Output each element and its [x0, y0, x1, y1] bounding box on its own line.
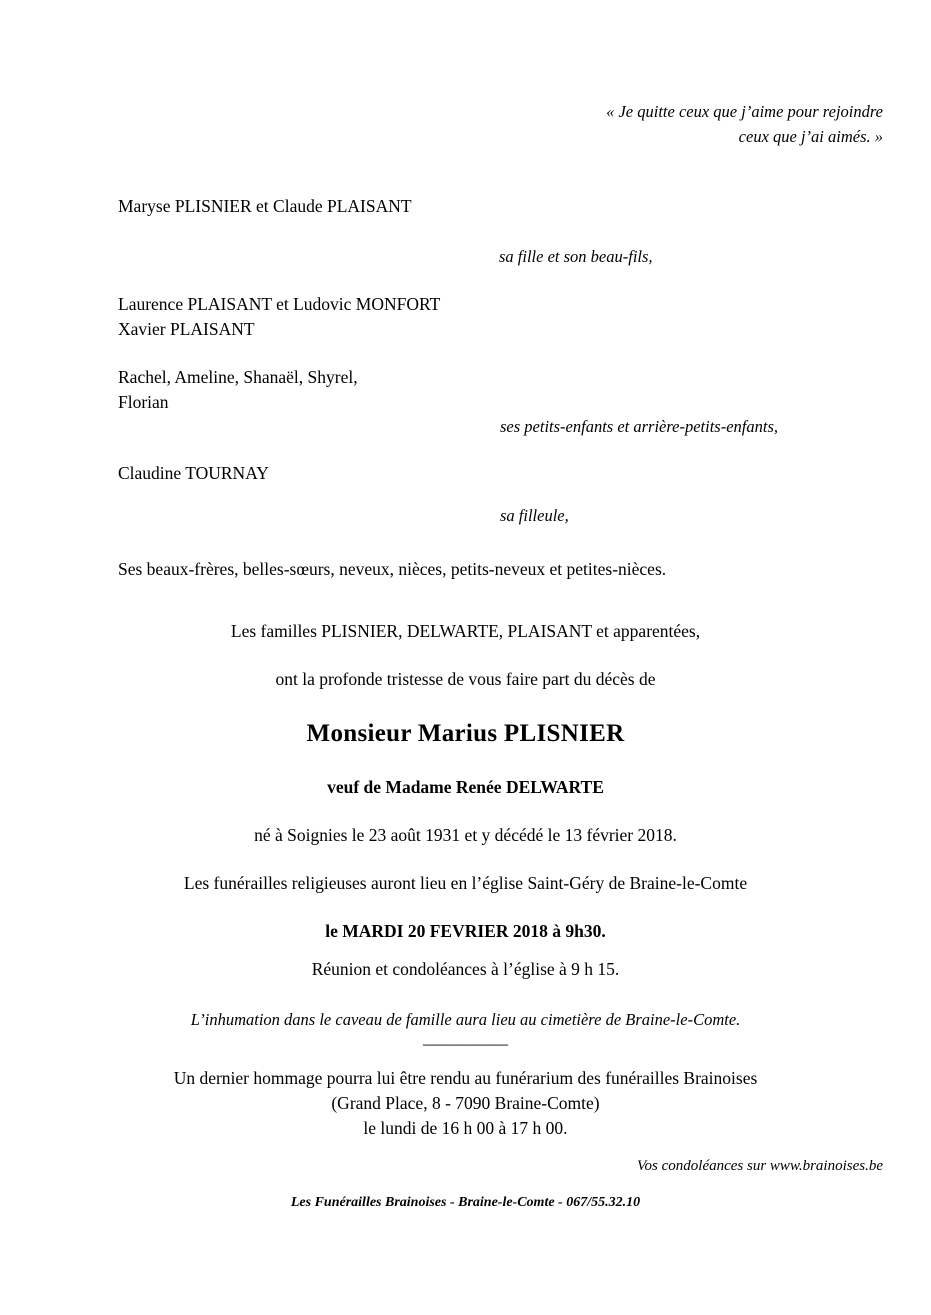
announcement-intro: ont la profonde tristesse de vous faire part du décès de — [275, 669, 656, 689]
church-line: Les funérailles religieuses auront lieu en l’église Saint-Géry de Braine-le-Comte — [183, 873, 748, 893]
deceased-name: Monsieur Marius PLISNIER — [306, 720, 625, 747]
homage-line-2: (Grand Place, 8 - 7090 Braine-Comte) — [331, 1093, 600, 1113]
great-grandchildren-line-2: Florian — [118, 392, 169, 412]
gathering-line: Réunion et condoléances à l’église à 9 h 15. — [311, 959, 620, 979]
goddaughter-name: Claudine TOURNAY — [118, 463, 269, 483]
epigraph-line-1: « Je quitte ceux que j’aime pour rejoindre — [606, 102, 883, 121]
homage-line-3: le lundi de 16 h 00 à 17 h 00. — [363, 1118, 568, 1138]
ceremony-date: le MARDI 20 FEVRIER 2018 à 9h30. — [325, 921, 606, 941]
daughter-role: sa fille et son beau-fils, — [499, 247, 653, 266]
goddaughter-role: sa filleule, — [500, 506, 569, 525]
homage-line-1: Un dernier hommage pourra lui être rendu au funérarium des funérailles Brainoises — [173, 1068, 758, 1088]
condolences-website: Vos condoléances sur www.brainoises.be — [637, 1158, 883, 1174]
birth-death-line: né à Soignies le 23 août 1931 et y décédé le 13 février 2018. — [254, 825, 677, 845]
daughter-couple: Maryse PLISNIER et Claude PLAISANT — [118, 196, 412, 216]
grandchildren-line-2: Xavier PLAISANT — [118, 319, 255, 339]
spouse-line: veuf de Madame Renée DELWARTE — [327, 777, 604, 797]
extended-family: Ses beaux-frères, belles-sœurs, neveux, nièces, petits-neveux et petites-nièces. — [118, 559, 667, 579]
great-grandchildren-line-1: Rachel, Ameline, Shanaël, Shyrel, — [118, 367, 358, 387]
epigraph-line-2: ceux que j’ai aimés. » — [738, 126, 883, 146]
funeral-home-footer: Les Funérailles Brainoises - Braine-le-Comte - 067/55.32.10 — [290, 1195, 641, 1210]
section-divider: ————— — [423, 1034, 508, 1053]
burial-line: L’inhumation dans le caveau de famille aura lieu au cimetière de Braine-le-Comte. — [190, 1010, 741, 1029]
epigraph — [463, 100, 883, 150]
grandchildren-role: ses petits-enfants et arrière-petits-enfants, — [500, 417, 779, 436]
families-line: Les familles PLISNIER, DELWARTE, PLAISANT et apparentées, — [230, 621, 701, 641]
grandchildren-line-1: Laurence PLAISANT et Ludovic MONFORT — [118, 294, 441, 314]
